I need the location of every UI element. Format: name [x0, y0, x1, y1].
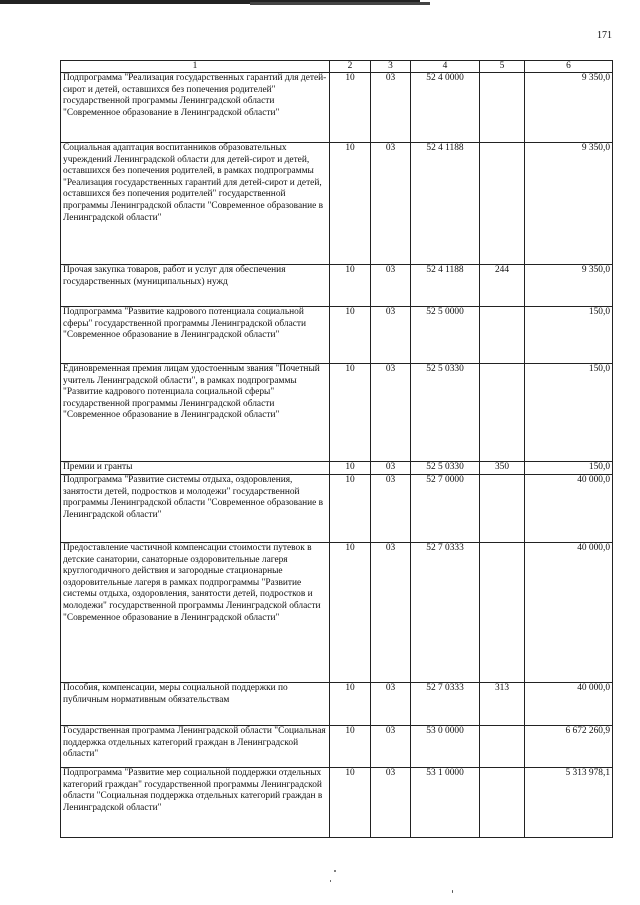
table-row: [61, 726, 613, 768]
scan-edge-mark: [250, 2, 430, 5]
section-code: 10: [330, 307, 371, 364]
subsection-code: 03: [371, 768, 411, 838]
header-row: [61, 61, 613, 73]
target-article-code: 53 1 0000: [411, 768, 480, 838]
amount: 9 350,0: [525, 265, 613, 307]
expense-type-code: [480, 726, 525, 768]
expense-type-code: [480, 73, 525, 143]
target-article-code: 52 5 0000: [411, 307, 480, 364]
expense-type-code: [480, 307, 525, 364]
section-code: 10: [330, 726, 371, 768]
section-code: 10: [330, 73, 371, 143]
subsection-code: 03: [371, 364, 411, 462]
item-name: Государственная программа Ленинградской области "Социальная поддержка отдельных категорий граждан в Ленинградской области": [61, 726, 330, 768]
item-name: Предоставление частичной компенсации стоимости путевок в детские санатории, санаторные оздоровительные лагеря круглогодичного действия и загородные стационарные оздоровительные лагеря в рамках подпрограммы "Развитие системы отдыха, оздоровления, занятости детей, подростков и молодежи" государственной программы Ленинградской области "Современное образование в Ленинградской области": [61, 543, 330, 683]
item-name: Прочая закупка товаров, работ и услуг для обеспечения государственных (муниципальных) нужд: [61, 265, 330, 307]
target-article-code: 52 5 0330: [411, 364, 480, 462]
item-name: Подпрограмма "Развитие системы отдыха, оздоровления, занятости детей, подростков и молодежи" государственной программы Ленинградской области "Современное образование в Ленинградской области": [61, 475, 330, 543]
table-row: [61, 364, 613, 462]
subsection-code: 03: [371, 307, 411, 364]
expense-type-code: [480, 364, 525, 462]
expense-type-code: [480, 143, 525, 265]
section-code: 10: [330, 768, 371, 838]
page-number: 171: [597, 30, 612, 41]
subsection-code: 03: [371, 475, 411, 543]
subsection-code: 03: [371, 462, 411, 475]
section-code: 10: [330, 543, 371, 683]
subsection-code: 03: [371, 265, 411, 307]
table-row: [61, 543, 613, 683]
section-code: 10: [330, 265, 371, 307]
budget-table: [60, 60, 613, 838]
column-header: 3: [371, 61, 411, 73]
item-name: Подпрограмма "Развитие мер социальной поддержки отдельных категорий граждан" государственной программы Ленинградской области "Социальная поддержка отдельных категорий граждан в Ленинградской области": [61, 768, 330, 838]
section-code: 10: [330, 143, 371, 265]
target-article-code: 52 7 0333: [411, 683, 480, 726]
subsection-code: 03: [371, 683, 411, 726]
target-article-code: 52 5 0330: [411, 462, 480, 475]
section-code: 10: [330, 462, 371, 475]
amount: 6 672 260,9: [525, 726, 613, 768]
expense-type-code: [480, 768, 525, 838]
expense-type-code: [480, 475, 525, 543]
table-row: [61, 265, 613, 307]
item-name: Подпрограмма "Развитие кадрового потенциала социальной сферы" государственной программы Ленинградской области "Современное образование в Ленинградской области": [61, 307, 330, 364]
section-code: 10: [330, 364, 371, 462]
expense-type-code: 244: [480, 265, 525, 307]
table-row: [61, 475, 613, 543]
table-row: [61, 73, 613, 143]
amount: 150,0: [525, 307, 613, 364]
item-name: Социальная адаптация воспитанников образовательных учреждений Ленинградской области для детей-сирот и детей, оставшихся без попечения родителей, в рамках подпрограммы "Реализация государственных гарантий для детей-сирот и детей, оставшихся без попечения родителей" государственной программы Ленинградской области "Современное образование в Ленинградской области": [61, 143, 330, 265]
table-row: [61, 143, 613, 265]
target-article-code: 52 7 0333: [411, 543, 480, 683]
target-article-code: 52 4 1188: [411, 143, 480, 265]
target-article-code: 53 0 0000: [411, 726, 480, 768]
item-name: Премии и гранты: [61, 462, 330, 475]
item-name: Подпрограмма "Реализация государственных гарантий для детей-сирот и детей, оставшихся без попечения родителей" государственной программы Ленинградской области "Современное образование в Ленинградской области": [61, 73, 330, 143]
target-article-code: 52 4 0000: [411, 73, 480, 143]
amount: 9 350,0: [525, 73, 613, 143]
subsection-code: 03: [371, 143, 411, 265]
scan-speck: [330, 880, 331, 882]
scan-speck: [452, 890, 453, 893]
section-code: 10: [330, 475, 371, 543]
table-row: [61, 683, 613, 726]
amount: 5 313 978,1: [525, 768, 613, 838]
item-name: Пособия, компенсации, меры социальной поддержки по публичным нормативным обязательствам: [61, 683, 330, 726]
subsection-code: 03: [371, 726, 411, 768]
section-code: 10: [330, 683, 371, 726]
target-article-code: 52 4 1188: [411, 265, 480, 307]
column-header: 6: [525, 61, 613, 73]
column-header: 2: [330, 61, 371, 73]
amount: 9 350,0: [525, 143, 613, 265]
table-row: [61, 307, 613, 364]
expense-type-code: [480, 543, 525, 683]
column-header: 1: [61, 61, 330, 73]
table-row: [61, 768, 613, 838]
amount: 40 000,0: [525, 683, 613, 726]
scan-top-edge: [0, 0, 640, 6]
amount: 150,0: [525, 364, 613, 462]
column-header: 4: [411, 61, 480, 73]
target-article-code: 52 7 0000: [411, 475, 480, 543]
scan-speck: [334, 870, 336, 872]
expense-type-code: 350: [480, 462, 525, 475]
subsection-code: 03: [371, 543, 411, 683]
column-header: 5: [480, 61, 525, 73]
amount: 40 000,0: [525, 543, 613, 683]
table-row: [61, 462, 613, 475]
subsection-code: 03: [371, 73, 411, 143]
expense-type-code: 313: [480, 683, 525, 726]
amount: 40 000,0: [525, 475, 613, 543]
item-name: Единовременная премия лицам удостоенным звания "Почетный учитель Ленинградской области", в рамках подпрограммы "Развитие кадрового потенциала социальной сферы" государственной программы Ленинградской области "Современное образование в Ленинградской области": [61, 364, 330, 462]
amount: 150,0: [525, 462, 613, 475]
